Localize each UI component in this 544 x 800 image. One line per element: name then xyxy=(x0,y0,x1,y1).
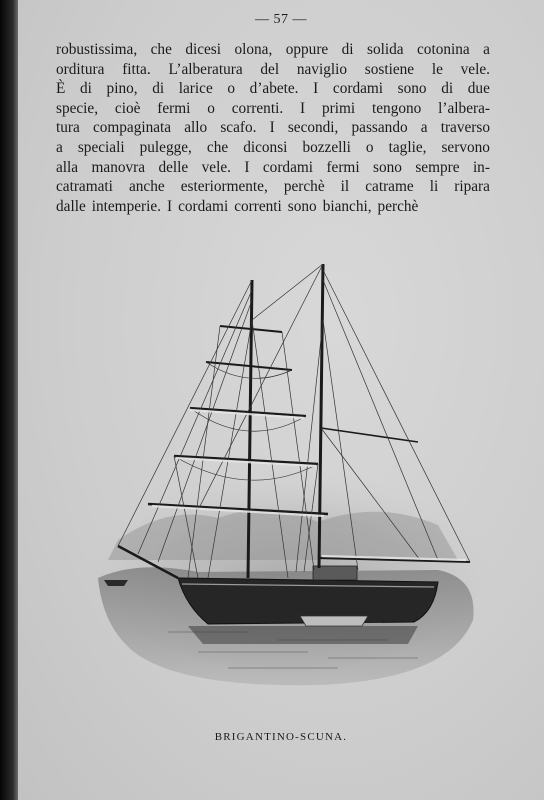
text-line: robustissima, che dicesi olona, oppure di solida cotonina a xyxy=(56,41,490,58)
body-text xyxy=(56,40,490,216)
dinghy xyxy=(300,616,368,626)
text-line: dalle intemperie. I cordami correnti sono bianchi, perchè xyxy=(56,197,419,215)
text-line: tura compaginata allo scafo. I secondi, passando a traverso xyxy=(56,119,490,137)
text-line: specie, cioè fermi o correnti. I primi tengono l’albera- xyxy=(56,99,490,117)
book-spine-shadow xyxy=(0,0,18,800)
text-line: catramati anche esteriormente, perchè il catrame li ripara xyxy=(56,178,490,196)
hull-reflection xyxy=(188,626,418,644)
page-number: — 57 — xyxy=(255,12,307,27)
text-line: orditura fitta. L’alberatura del naviglio sostiene le vele. xyxy=(56,60,490,78)
rowboat xyxy=(104,580,128,586)
book-page xyxy=(18,0,544,800)
brigantine-schooner-illustration xyxy=(78,260,498,700)
text-line: alla manovra delle vele. I cordami fermi sono sempre in- xyxy=(56,158,490,176)
figure-caption: BRIGANTINO-SCUNA. xyxy=(214,731,348,743)
text-line: a speciali pulegge, che diconsi bozzelli o taglie, servono xyxy=(56,138,490,156)
text-line: È di pino, di larice o d’abete. I cordami sono di due xyxy=(56,80,490,98)
deckhouse xyxy=(313,566,357,580)
